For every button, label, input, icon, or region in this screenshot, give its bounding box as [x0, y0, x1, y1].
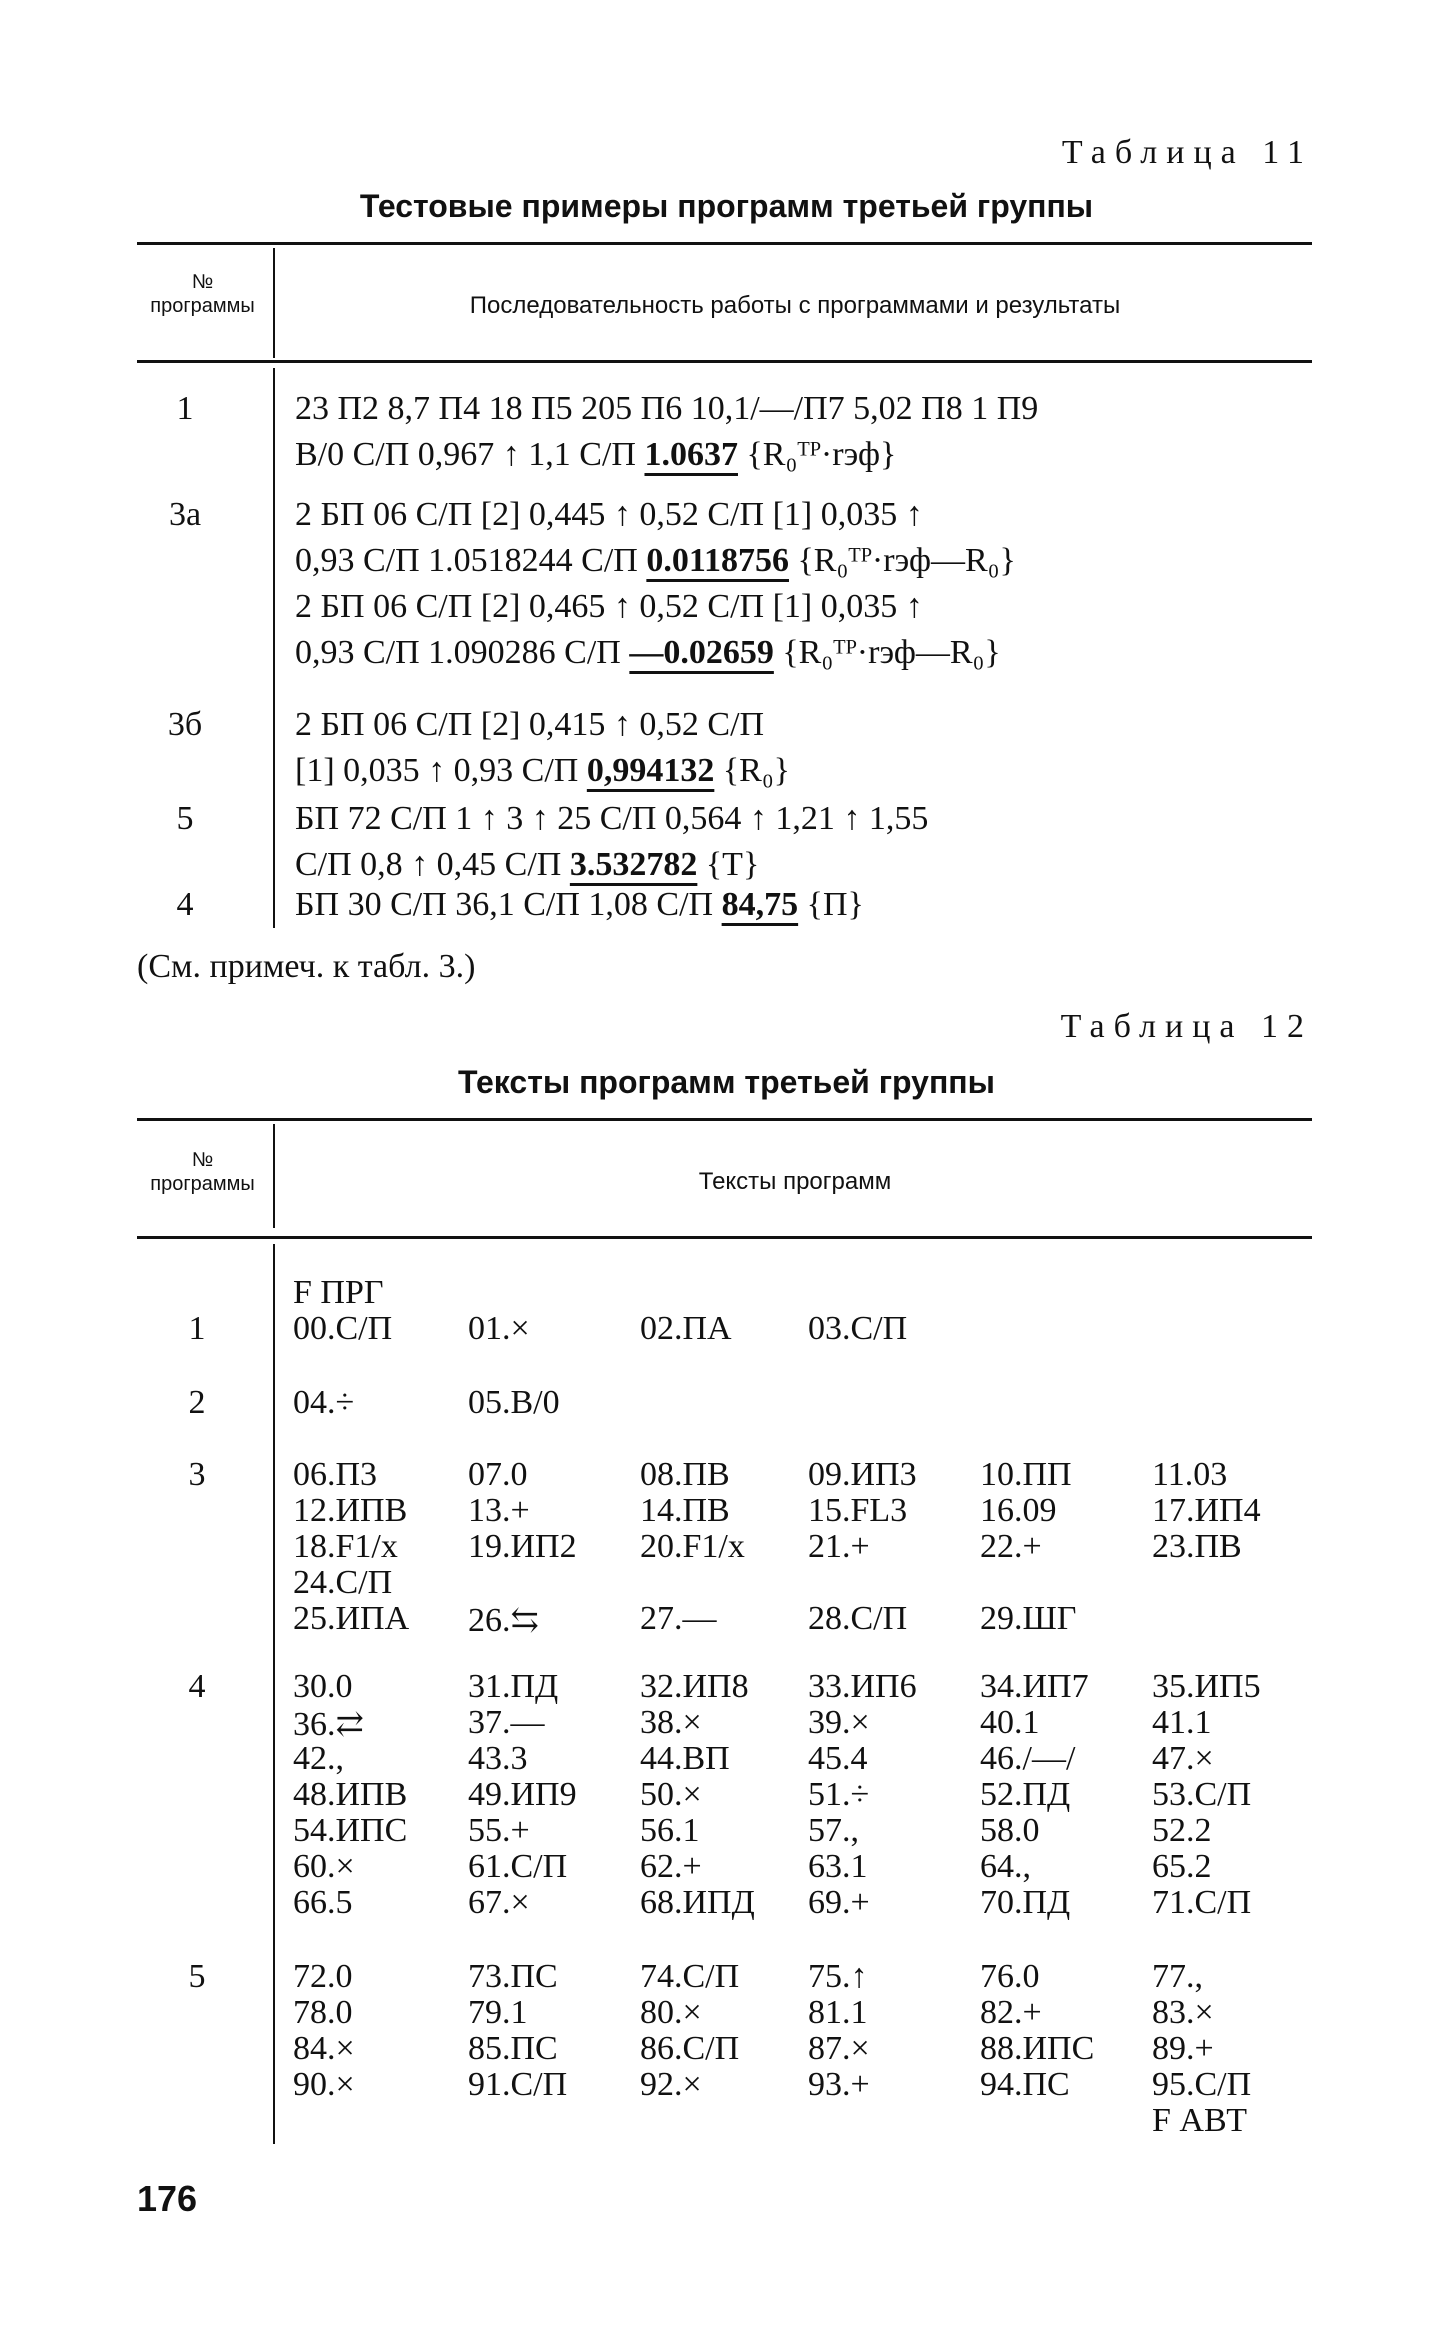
line-text: С/П 0,8 ↑ 0,45 С/П — [295, 846, 570, 883]
result-value: 3.532782 — [569, 846, 698, 883]
line-text: 2 БП 06 С/П [2] 0,415 ↑ 0,52 С/П — [295, 706, 765, 743]
line-text: 2 БП 06 С/П [2] 0,465 ↑ 0,52 С/П [1] 0,035 ↑ — [295, 588, 923, 625]
program-step: 76.0 — [980, 1958, 1040, 1995]
table-11-row-line — [295, 846, 759, 884]
program-step: 57., — [808, 1812, 859, 1849]
program-step: 61.С/П — [468, 1848, 568, 1885]
table-12-col-text-header: Тексты программ — [698, 1168, 892, 1195]
table-11-row-line — [295, 752, 790, 790]
program-step: 74.С/П — [640, 1958, 740, 1995]
result-value: 0,994132 — [586, 752, 715, 789]
table-11-row-line — [295, 706, 764, 744]
program-step: 90.× — [293, 2066, 355, 2103]
table-11-row-number: 3б — [167, 706, 203, 743]
program-step: 82.+ — [980, 1994, 1042, 2031]
result-value: 1.0637 — [644, 436, 738, 473]
program-step: 43.3 — [468, 1740, 528, 1777]
line-text: 2 БП 06 С/П [2] 0,445 ↑ 0,52 С/П [1] 0,035 ↑ — [295, 496, 923, 533]
program-step: 60.× — [293, 1848, 355, 1885]
table-11-label: Таблица 11 — [1061, 134, 1313, 171]
program-step: 25.ИПА — [293, 1600, 410, 1637]
program-step: 19.ИП2 — [468, 1528, 577, 1565]
table-11-row-number: 1 — [176, 390, 194, 427]
table-11-row-line — [295, 436, 896, 474]
program-step: 48.ИПВ — [293, 1776, 408, 1813]
result-comment: {R₀ᵀᴾ·rэф—R₀} — [788, 542, 1016, 579]
program-step: 86.С/П — [640, 2030, 740, 2067]
program-step: 89.+ — [1152, 2030, 1214, 2067]
table-12-program-number: 2 — [188, 1384, 206, 1421]
program-step: 36.⇄ — [293, 1706, 364, 1743]
program-step: 50.× — [640, 1776, 702, 1813]
program-step: 29.ШГ — [980, 1600, 1077, 1637]
program-step: 49.ИП9 — [468, 1776, 577, 1813]
table-11-body-divider — [273, 368, 275, 928]
result-comment: {П} — [798, 886, 864, 923]
program-step: 16.09 — [980, 1492, 1057, 1529]
line-text: [1] 0,035 ↑ 0,93 С/П — [295, 752, 587, 789]
program-step: 93.+ — [808, 2066, 870, 2103]
program-step: F АВТ — [1152, 2102, 1247, 2139]
program-step: 46./—/ — [980, 1740, 1076, 1777]
table-12-title: Тексты программ третьей группы — [458, 1064, 995, 1100]
line-text: БП 30 С/П 36,1 С/П 1,08 С/П — [295, 886, 722, 923]
program-step: 63.1 — [808, 1848, 868, 1885]
program-step: 51.÷ — [808, 1776, 870, 1813]
table-11-row-line — [295, 588, 923, 626]
table-11-row-number: 3а — [168, 496, 202, 533]
table-11-header-divider — [273, 248, 275, 358]
program-step: 33.ИП6 — [808, 1668, 917, 1705]
line-text: В/0 С/П 0,967 ↑ 1,1 С/П — [295, 436, 645, 473]
table-11-row-line — [295, 542, 1016, 580]
program-step: 92.× — [640, 2066, 702, 2103]
program-step: 28.С/П — [808, 1600, 908, 1637]
program-step: 35.ИП5 — [1152, 1668, 1261, 1705]
program-step: 47.× — [1152, 1740, 1214, 1777]
program-step: 75.↑ — [808, 1958, 868, 1995]
program-step: 27.— — [640, 1600, 717, 1637]
table-11-row-number: 4 — [176, 886, 194, 923]
program-step: 32.ИП8 — [640, 1668, 749, 1705]
result-value: 84,75 — [721, 886, 799, 923]
table-12-program-number: 1 — [188, 1310, 206, 1347]
program-step: 06.П3 — [293, 1456, 378, 1493]
program-step: 12.ИПВ — [293, 1492, 408, 1529]
program-step: 21.+ — [808, 1528, 870, 1565]
program-step: 56.1 — [640, 1812, 700, 1849]
program-step: 52.2 — [1152, 1812, 1212, 1849]
program-step: 54.ИПС — [293, 1812, 408, 1849]
table-11-row-line — [295, 634, 1001, 672]
program-step: 15.FL3 — [808, 1492, 908, 1529]
table-11-top-rule — [137, 242, 1312, 245]
table-12-program-number: 4 — [188, 1668, 206, 1705]
table-12-body-divider — [273, 1244, 275, 2144]
program-step: 65.2 — [1152, 1848, 1212, 1885]
program-step: 95.С/П — [1152, 2066, 1252, 2103]
program-step: 41.1 — [1152, 1704, 1212, 1741]
program-step: 08.ПВ — [640, 1456, 730, 1493]
table-12-top-rule — [137, 1118, 1312, 1121]
program-step: 30.0 — [293, 1668, 353, 1705]
program-step: 81.1 — [808, 1994, 868, 2031]
program-step: 77., — [1152, 1958, 1203, 1995]
program-step: 78.0 — [293, 1994, 353, 2031]
program-step: 72.0 — [293, 1958, 353, 1995]
program-step: 69.+ — [808, 1884, 870, 1921]
program-step: 20.F1/x — [640, 1528, 745, 1565]
line-text: 0,93 С/П 1.090286 С/П — [295, 634, 630, 671]
program-step: 45.4 — [808, 1740, 868, 1777]
program-step: 55.+ — [468, 1812, 530, 1849]
table-12-program-number: 3 — [188, 1456, 206, 1493]
line-text: 23 П2 8,7 П4 18 П5 205 П6 10,1/—/П7 5,02 П8 1 П9 — [295, 390, 1039, 427]
program-step: 09.ИП3 — [808, 1456, 917, 1493]
program-step: 71.С/П — [1152, 1884, 1252, 1921]
program-step: 22.+ — [980, 1528, 1042, 1565]
program-step: 18.F1/x — [293, 1528, 398, 1565]
program-step: 42., — [293, 1740, 344, 1777]
table-12-label: Таблица 12 — [1060, 1008, 1313, 1045]
result-comment: {T} — [697, 846, 760, 883]
program-step: F ПРГ — [293, 1274, 384, 1311]
table-12-col-num-header: № программы — [150, 1149, 255, 1195]
table-12-program-number: 5 — [188, 1958, 206, 1995]
program-step: 11.03 — [1152, 1456, 1228, 1493]
program-step: 24.С/П — [293, 1564, 393, 1601]
line-text: БП 72 С/П 1 ↑ 3 ↑ 25 С/П 0,564 ↑ 1,21 ↑ 1,55 — [295, 800, 929, 837]
program-step: 44.ВП — [640, 1740, 730, 1777]
program-step: 38.× — [640, 1704, 702, 1741]
result-value: —0.02659 — [629, 634, 774, 671]
result-comment: {R₀} — [714, 752, 790, 789]
table-11-col-seq-header: Последовательность работы с программами и результаты — [469, 292, 1121, 319]
table-12-header-divider — [273, 1124, 275, 1228]
program-step: 39.× — [808, 1704, 870, 1741]
program-step: 10.ПП — [980, 1456, 1072, 1493]
table-11-header-rule — [137, 360, 1312, 363]
program-step: 01.× — [468, 1310, 530, 1347]
result-value: 0.0118756 — [646, 542, 789, 579]
table-11-title: Тестовые примеры программ третьей группы — [359, 188, 1094, 224]
table-11-col-num-header: № программы — [150, 271, 255, 317]
program-step: 37.— — [468, 1704, 545, 1741]
program-step: 87.× — [808, 2030, 870, 2067]
program-step: 31.ПД — [468, 1668, 559, 1705]
program-step: 26.⇆ — [468, 1602, 539, 1639]
program-step: 85.ПС — [468, 2030, 558, 2067]
program-step: 83.× — [1152, 1994, 1214, 2031]
program-step: 70.ПД — [980, 1884, 1071, 1921]
program-step: 53.С/П — [1152, 1776, 1252, 1813]
result-comment: {R₀ᵀᴾ·rэф} — [737, 436, 897, 473]
program-step: 94.ПС — [980, 2066, 1070, 2103]
program-step: 14.ПВ — [640, 1492, 730, 1529]
program-step: 66.5 — [293, 1884, 353, 1921]
program-step: 17.ИП4 — [1152, 1492, 1261, 1529]
program-step: 84.× — [293, 2030, 355, 2067]
program-step: 52.ПД — [980, 1776, 1071, 1813]
table-11-row-line — [295, 800, 928, 838]
program-step: 88.ИПС — [980, 2030, 1095, 2067]
program-step: 02.ПА — [640, 1310, 732, 1347]
program-step: 40.1 — [980, 1704, 1040, 1741]
program-step: 13.+ — [468, 1492, 530, 1529]
program-step: 05.В/0 — [468, 1384, 560, 1421]
table-11-row-line — [295, 390, 1038, 428]
program-step: 73.ПС — [468, 1958, 558, 1995]
result-comment: {R₀ᵀᴾ·rэф—R₀} — [773, 634, 1001, 671]
program-step: 03.С/П — [808, 1310, 908, 1347]
table-11-row-line — [295, 496, 923, 534]
program-step: 62.+ — [640, 1848, 702, 1885]
page-number: 176 — [137, 2178, 198, 2219]
line-text: 0,93 С/П 1.0518244 С/П — [295, 542, 647, 579]
program-step: 91.С/П — [468, 2066, 568, 2103]
program-step: 79.1 — [468, 1994, 528, 2031]
table-11-row-line — [295, 886, 864, 924]
program-step: 80.× — [640, 1994, 702, 2031]
program-step: 67.× — [468, 1884, 530, 1921]
program-step: 34.ИП7 — [980, 1668, 1089, 1705]
program-step: 00.С/П — [293, 1310, 393, 1347]
program-step: 04.÷ — [293, 1384, 355, 1421]
program-step: 68.ИПД — [640, 1884, 755, 1921]
program-step: 58.0 — [980, 1812, 1040, 1849]
program-step: 23.ПВ — [1152, 1528, 1242, 1565]
program-step: 07.0 — [468, 1456, 528, 1493]
table-11-row-number: 5 — [176, 800, 194, 837]
program-step: 64., — [980, 1848, 1031, 1885]
table-11-note: (См. примеч. к табл. 3.) — [137, 948, 476, 985]
table-12-header-rule — [137, 1236, 1312, 1239]
